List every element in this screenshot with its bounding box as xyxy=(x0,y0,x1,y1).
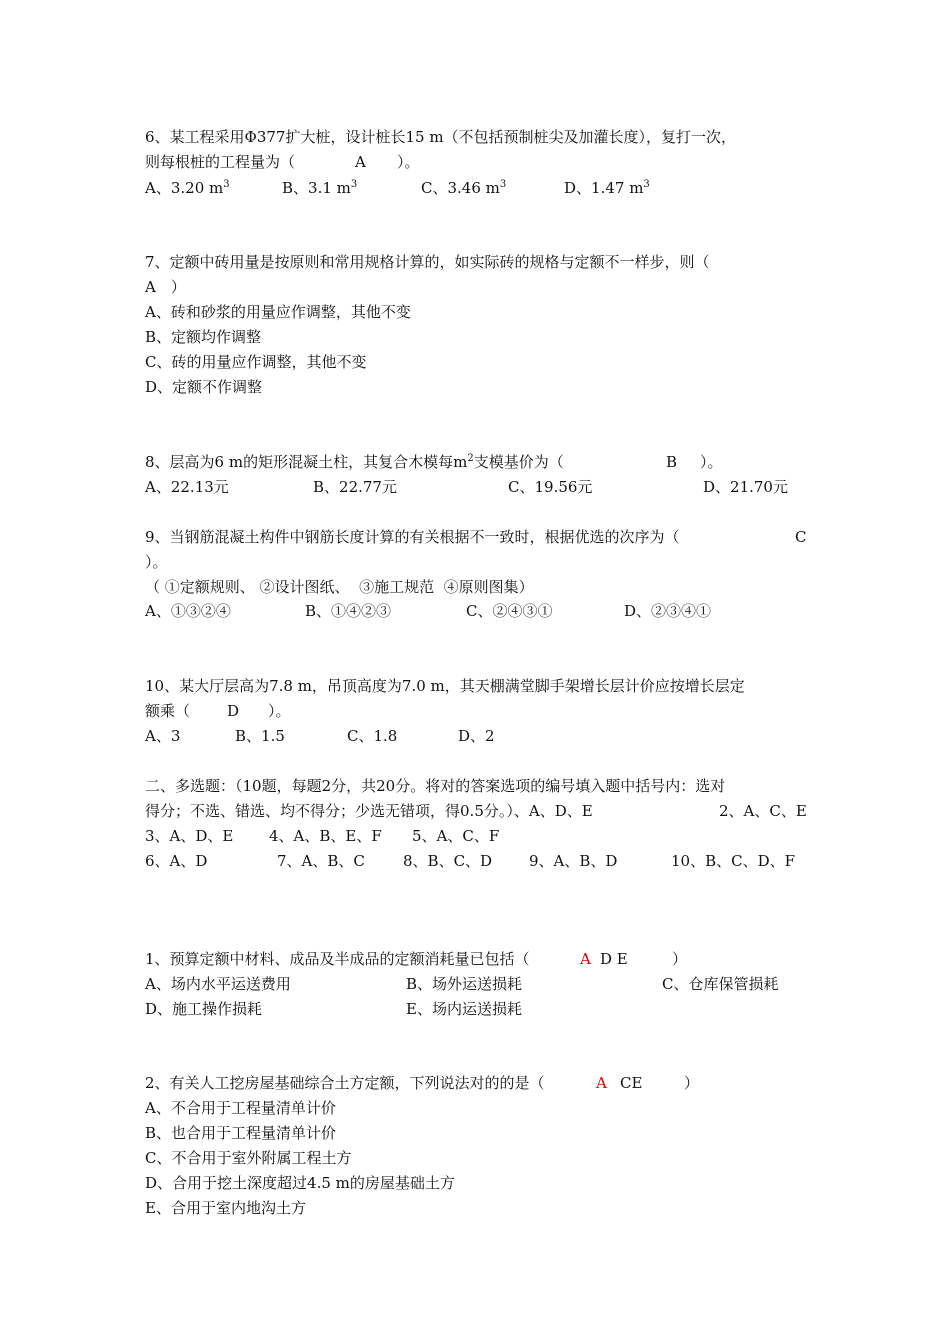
q7-option-b: B、定额均作调整 xyxy=(145,328,262,346)
section2-answer-10: 10、B、C、D、F xyxy=(671,852,796,870)
q6-stem-line1: 6、某工程采用Φ377扩大桩，设计桩长15 m（不包括预制桩尖及加灌长度），复打一次， xyxy=(145,128,737,146)
q7-option-c: C、砖的用量应作调整，其他不变 xyxy=(145,353,367,371)
q7-stem: 7、定额中砖用量是按原则和常用规格计算的，如实际砖的规格与定额不一样步，则（ xyxy=(145,253,710,271)
mq2-answer-rest: CE xyxy=(620,1074,643,1092)
q10-option-d: D、2 xyxy=(458,727,495,745)
mq1-option-b: B、场外运送损耗 xyxy=(406,975,523,993)
q8-option-d: D、21.70元 xyxy=(703,478,788,496)
q9-answer: C xyxy=(795,528,807,546)
q9-stem: 9、当钢筋混凝土构件中钢筋长度计算的有关根据不一致时，根据优选的次序为（ xyxy=(145,528,680,546)
q9-order-note: （ ①定额规则、 ②设计图纸、 ③施工规范 ④原则图集） xyxy=(145,578,534,596)
q8-option-c: C、19.56元 xyxy=(508,478,593,496)
q7-option-d: D、定额不作调整 xyxy=(145,378,263,396)
section2-instructions: 得分；不选、错选、均不得分；少选无错项，得0.5分。）、A、D、E xyxy=(145,802,593,820)
q9-option-b: B、①④②③ xyxy=(305,602,392,620)
q7-answer-line: A ） xyxy=(145,278,186,296)
q9-close: ）。 xyxy=(145,553,168,571)
section2-answer-5: 5、A、C、F xyxy=(412,827,500,845)
q10-stem-post: ）。 xyxy=(268,702,291,720)
q6-stem-line2 xyxy=(145,152,420,172)
mq2-answer-red: A xyxy=(596,1074,607,1092)
section2-answer-2: 2、A、C、E xyxy=(719,802,807,820)
mq1-option-a: A、场内水平运送费用 xyxy=(145,975,291,993)
q6-stem-pre: 则每根桩的工程量为（ xyxy=(145,153,296,171)
q7-option-a: A、砖和砂浆的用量应作调整，其他不变 xyxy=(145,303,411,321)
q6-option-c: C、3.46 $m^3$ xyxy=(421,179,507,197)
q10-option-b: B、1.5 xyxy=(235,727,285,745)
q6-stem-post: ）。 xyxy=(397,153,420,171)
mq2-close: ） xyxy=(684,1074,700,1092)
mq1-stem: 1、预算定额中材料、成品及半成品的定额消耗量已包括（ xyxy=(145,950,530,968)
q8-stem-post: ）。 xyxy=(700,453,723,471)
mq1-option-d: D、施工操作损耗 xyxy=(145,1000,263,1018)
q10-answer: D xyxy=(227,702,240,720)
q6-option-d: D、1.47 $m^3$ xyxy=(564,179,650,197)
mq1-option-e: E、场内运送损耗 xyxy=(406,1000,522,1018)
q10-option-c: C、1.8 xyxy=(347,727,398,745)
mq2-option-e: E、合用于室内地沟土方 xyxy=(145,1199,306,1217)
q10-stem-pre: 额乘（ xyxy=(145,702,191,720)
q9-option-c: C、②④③① xyxy=(466,602,553,620)
mq2-stem: 2、有关人工挖房屋基础综合土方定额，下列说法对的的是（ xyxy=(145,1074,545,1092)
section2-answer-8: 8、B、C、D xyxy=(403,852,493,870)
q10-option-a: A、3 xyxy=(145,727,181,745)
section2-answer-3: 3、A、D、E xyxy=(145,827,234,845)
mq1-option-c: C、仓库保管损耗 xyxy=(662,975,779,993)
section2-answer-4: 4、A、B、E、F xyxy=(269,827,382,845)
q10-stem-line1: 10、某大厅层高为7.8 m，吊顶高度为7.0 m，其天棚满堂脚手架增长层计价应按增长层定 xyxy=(145,677,745,695)
mq2-option-a: A、不合用于工程量清单计价 xyxy=(145,1099,336,1117)
section2-answer-9: 9、A、B、D xyxy=(529,852,618,870)
mq2-option-c: C、不合用于室外附属工程土方 xyxy=(145,1149,352,1167)
section2-answer-6: 6、A、D xyxy=(145,852,208,870)
q8-option-b: B、22.77元 xyxy=(313,478,397,496)
q8-option-a: A、22.13元 xyxy=(145,478,229,496)
section2-answer-7: 7、A、B、C xyxy=(277,852,365,870)
mq1-answer-rest: D E xyxy=(600,950,628,968)
q9-option-d: D、②③④① xyxy=(624,602,712,620)
mq1-close: ） xyxy=(672,950,688,968)
mq2-option-b: B、也合用于工程量清单计价 xyxy=(145,1124,337,1142)
section2-heading: 二、多选题：（10题，每题2分，共20分。将对的答案选项的编号填入题中括号内：选对 xyxy=(145,777,726,795)
q8-answer: B xyxy=(666,453,678,471)
q8-stem: 8、层高为6 m的矩形混凝土柱，其复合木模每$m^2$支模基价为（ xyxy=(145,453,564,471)
q9-option-a: A、①③②④ xyxy=(145,602,231,620)
q6-option-b: B、3.1 $m^3$ xyxy=(282,179,358,197)
mq2-option-d: D、合用于挖土深度超过4.5 m的房屋基础土方 xyxy=(145,1174,455,1192)
mq1-answer-red: A xyxy=(580,950,591,968)
q6-answer: A xyxy=(355,153,366,171)
q6-option-a: A、3.20 $m^3$ xyxy=(145,179,230,197)
